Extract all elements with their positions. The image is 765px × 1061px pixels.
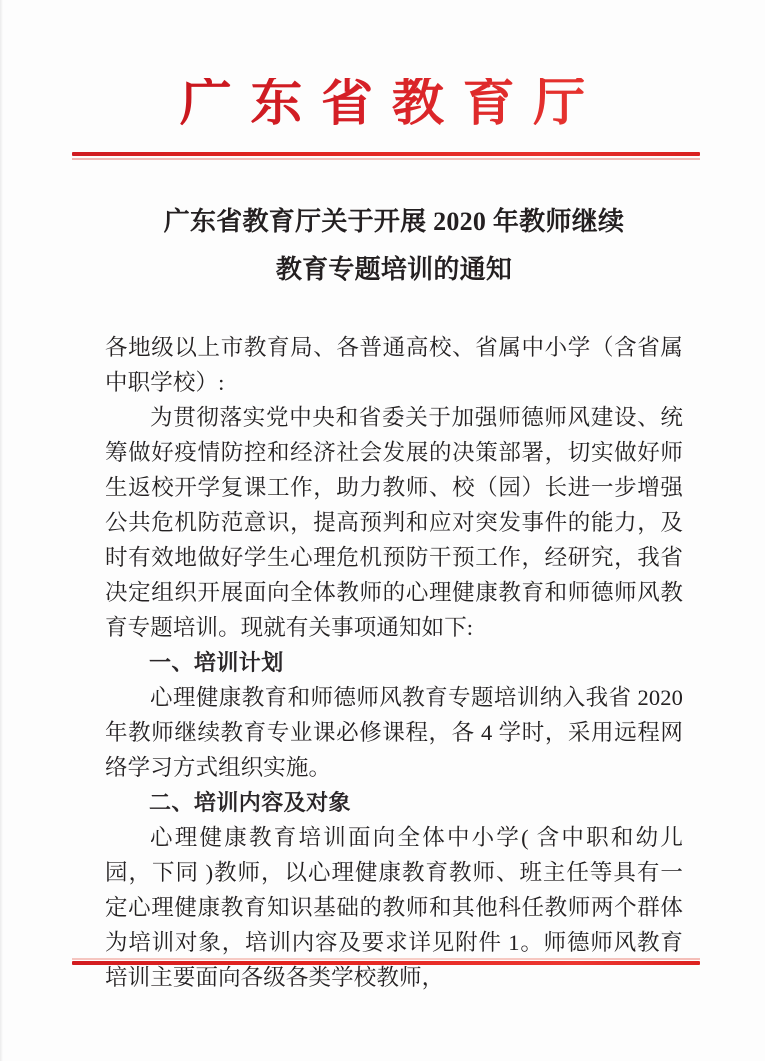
letterhead-divider bbox=[72, 152, 700, 160]
letterhead bbox=[0, 75, 765, 132]
divider-thick-bar bbox=[72, 152, 700, 156]
footer-divider bbox=[72, 958, 700, 965]
addressee-line: 各地级以上市教育局、各普通高校、省属中小学（含省属中职学校）: bbox=[105, 335, 683, 395]
footer-divider-thick-bar bbox=[72, 961, 700, 965]
footer-divider-thin-bar bbox=[72, 958, 700, 960]
section-heading-2: 二、培训内容及对象 bbox=[149, 790, 351, 815]
section-paragraph-2: 心理健康教育培训面向全体中小学( 含中职和幼儿园，下同 )教师，以心理健康教育教师、班主任等具有一定心理健康教育知识基础的教师和其他科任教师两个群体为培训对象，培训内容及要求详见附件 1。师德师风教育培训主要面向各级各类学校教师， bbox=[105, 825, 683, 990]
letterhead-organization: 广东省教育厅 bbox=[161, 78, 604, 130]
section-heading-1: 一、培训计划 bbox=[149, 650, 284, 675]
opening-paragraph: 为贯彻落实党中央和省委关于加强师德师风建设、统筹做好疫情防控和经济社会发展的决策部署，切实做好师生返校开学复课工作，助力教师、校（园）长进一步增强公共危机防范意识，提高预判和应对突发事件的能力，及时有效地做好学生心理危机预防干预工作，经研究，我省决定组织开展面向全体教师的心理健康教育和师德师风教育专题培训。现就有关事项通知如下: bbox=[105, 405, 683, 640]
scan-edge bbox=[0, 0, 3, 1061]
divider-thin-bar bbox=[72, 158, 700, 160]
document-title bbox=[105, 198, 683, 294]
section-paragraph-1: 心理健康教育和师德师风教育专题培训纳入我省 2020 年教师继续教育专业课必修课程，各 4 学时，采用远程网络学习方式组织实施。 bbox=[105, 685, 683, 780]
document-body bbox=[105, 330, 683, 995]
document-title-line-1: 广东省教育厅关于开展 2020 年教师继续 bbox=[163, 207, 625, 236]
document-title-line-2: 教育专题培训的通知 bbox=[275, 255, 513, 284]
